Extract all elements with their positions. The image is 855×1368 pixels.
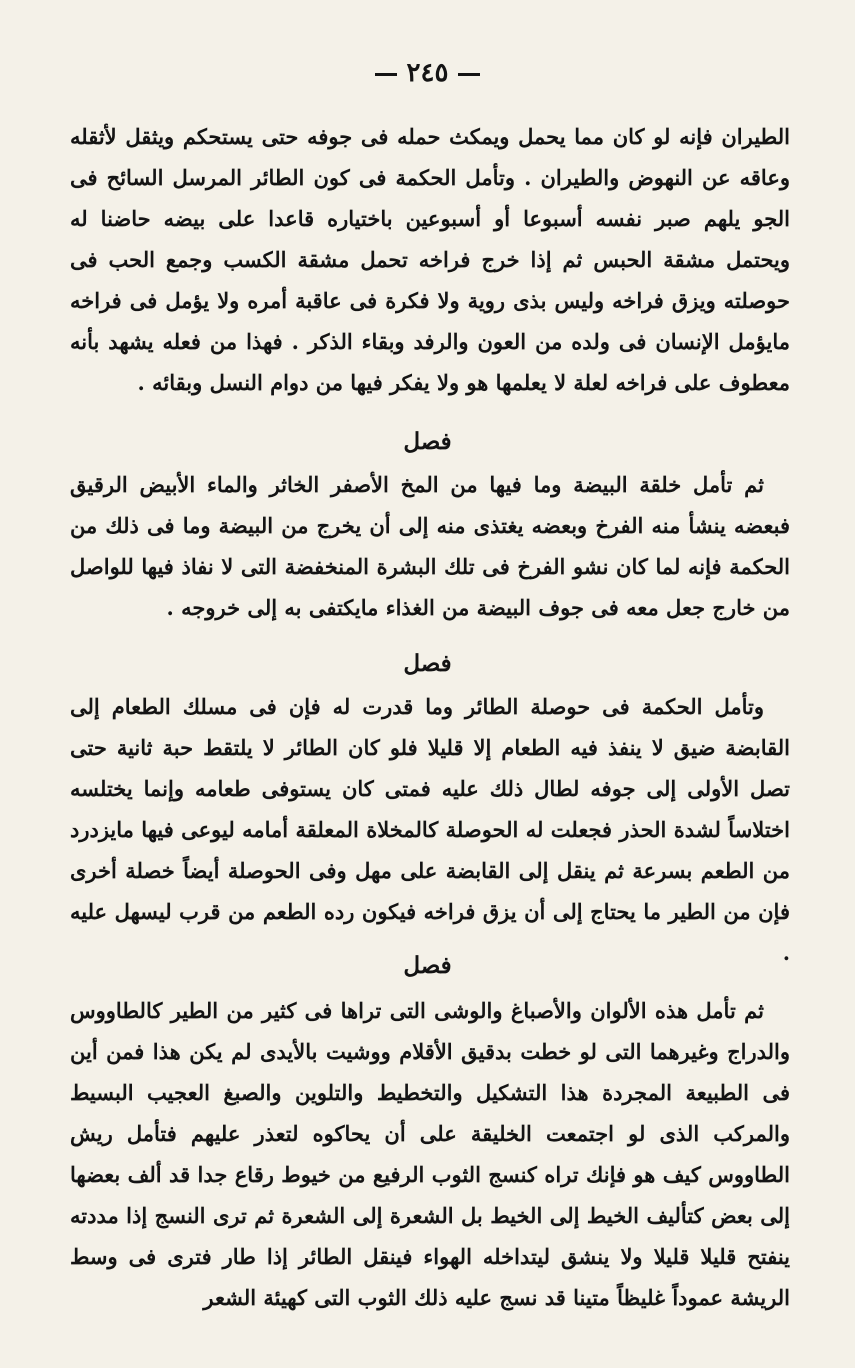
page-number [0,58,855,88]
paragraph-2 [70,464,790,628]
paragraph-4 [70,990,790,1318]
dash-right [458,73,480,76]
dash-left [375,73,397,76]
page-number-text: ٢٤٥ [406,58,449,88]
section-heading-1-text: فصل [403,428,452,455]
paragraph-1 [70,116,790,403]
paragraph-2-text: ثم تأمل خلقة البيضة وما فيها من المخ الأصفر الخاثر والماء الأبيض الرقيق فبعضه ينشأ منه الفرخ وبعضه يغتذى منه إلى أن يخرج من البيضة وما فى ذلك من الحكمة فإنه لما كان نشو الفرخ فى تلك البشرة المنخفضة التى لا نفاذ فيها للواصل من خارج جعل معه فى جوف البيضة من الغذاء مايكتفى به إلى خروجه . [70,472,790,620]
section-heading-1 [0,428,855,455]
section-heading-3-text: فصل [403,952,452,979]
paragraph-1-text: الطيران فإنه لو كان مما يحمل ويمكث حمله فى جوفه حتى يستحكم ويثقل لأثقله وعاقه عن النهوض والطيران . وتأمل الحكمة فى كون الطائر المرسل السائح فى الجو يلهم صبر نفسه أسبوعا أو أسبوعين باختياره قاعدا على بيضه حاضنا له ويحتمل مشقة الحبس ثم إذا خرج فراخه تحمل مشقة الكسب وجمع الحب فى حوصلته ويزق فراخه وليس بذى روية ولا فكرة فى عاقبة أمره ولا يؤمل فى فراخه مايؤمل الإنسان فى ولده من العون والرفد وبقاء الذكر . فهذا من فعله يشهد بأنه معطوف على فراخه لعلة لا يعلمها هو ولا يفكر فيها من دوام النسل وبقائه . [70,124,790,395]
paragraph-3 [70,686,790,973]
paragraph-4-text: ثم تأمل هذه الألوان والأصباغ والوشى التى تراها فى كثير من الطير كالطاووس والدراج وغيرهما التى لو خطت بدقيق الأقلام ووشيت بالأيدى لم يكن هذا فمن أين فى الطبيعة المجردة هذا التشكيل والتخطيط والتلوين والصبغ العجيب البسيط والمركب الذى لو اجتمعت الخليقة على أن يحاكوه لتعذر عليهم فتأمل ريش الطاووس كيف هو فإنك تراه كنسج الثوب الرفيع من خيوط رقاع جدا قد ألف بعضها إلى بعض كتأليف الخيط إلى الخيط بل الشعرة إلى الشعرة ثم ترى النسج إذا مددته ينفتح قليلا قليلا ولا ينشق ليتداخله الهواء فينقل الطائر إذا طار فترى فى وسط الريشة عموداً غليظاً متينا قد نسج عليه ذلك الثوب التى كهيئة الشعر [70,998,790,1310]
section-heading-2 [0,650,855,677]
section-heading-3 [0,952,855,979]
paragraph-3-text: وتأمل الحكمة فى حوصلة الطائر وما قدرت له فإن فى مسلك الطعام إلى القابضة ضيق لا ينفذ فيه الطعام إلا قليلا فلو كان الطائر لا يلتقط حبة ثانية حتى تصل الأولى إلى جوفه لطال ذلك عليه فمتى كان يستوفى طعامه وإنما يختلسه اختلاساً لشدة الحذر فجعلت له الحوصلة كالمخلاة المعلقة أمامه ليوعى فيها مايزدرد من الطعم بسرعة ثم ينقل إلى القابضة على مهل وفى الحوصلة أيضاً خصلة أخرى فإن من الطير ما يحتاج إلى أن يزق فراخه فيكون رده الطعم من قرب ليسهل عليه . [70,694,790,965]
section-heading-2-text: فصل [403,650,452,677]
